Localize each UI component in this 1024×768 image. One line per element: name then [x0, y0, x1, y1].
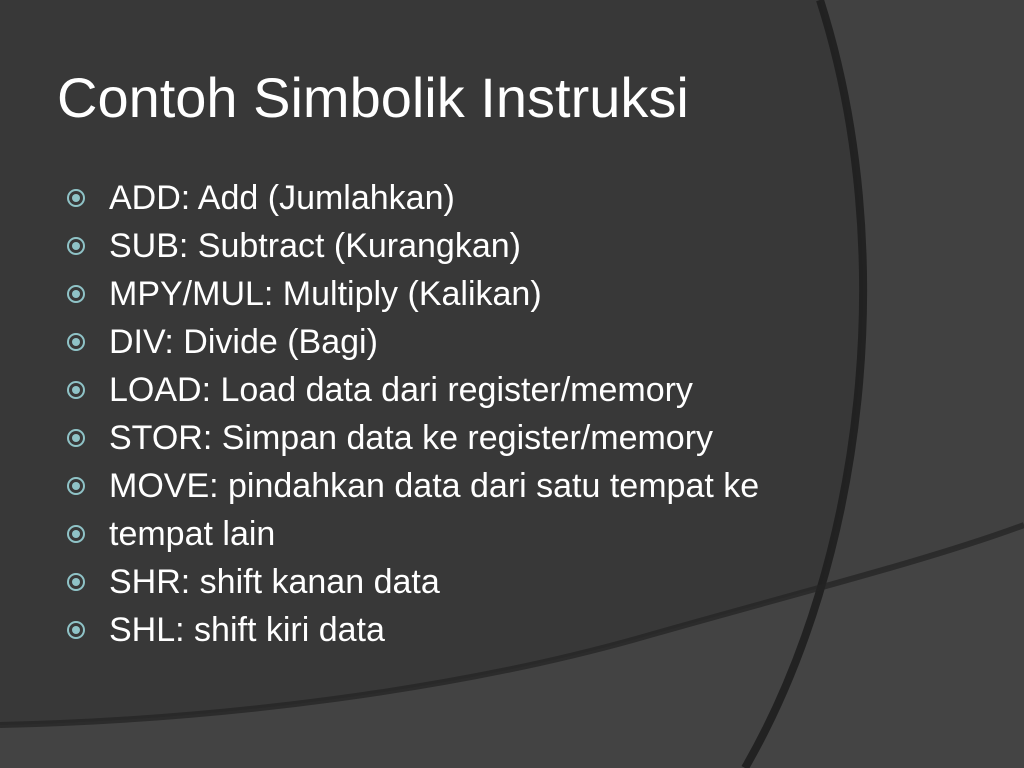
list-item	[64, 270, 944, 318]
list-item	[64, 414, 944, 462]
circled-dot-bullet-icon	[64, 186, 109, 210]
bullet-text: STOR: Simpan data ke register/memory	[109, 419, 714, 457]
bullet-text: SHR: shift kanan data	[109, 563, 440, 601]
bullet-text: DIV: Divide (Bagi)	[109, 323, 378, 361]
circled-dot-bullet-icon	[64, 378, 109, 402]
list-item	[64, 606, 944, 654]
list-item	[64, 222, 944, 270]
circled-dot-bullet-icon	[64, 618, 109, 642]
bullet-text: MPY/MUL: Multiply (Kalikan)	[109, 275, 542, 313]
list-item	[64, 510, 944, 558]
slide-title: Contoh Simbolik Instruksi	[57, 66, 689, 129]
circled-dot-bullet-icon	[64, 522, 109, 546]
bullet-text: LOAD: Load data dari register/memory	[109, 371, 693, 409]
bullet-text: MOVE: pindahkan data dari satu tempat ke	[109, 467, 760, 505]
bullet-text: ADD: Add (Jumlahkan)	[109, 179, 455, 217]
bullet-list	[64, 174, 944, 654]
list-item	[64, 462, 944, 510]
list-item	[64, 174, 944, 222]
circled-dot-bullet-icon	[64, 234, 109, 258]
list-item	[64, 558, 944, 606]
circled-dot-bullet-icon	[64, 330, 109, 354]
bullet-text: SHL: shift kiri data	[109, 611, 385, 649]
circled-dot-bullet-icon	[64, 426, 109, 450]
bullet-text: SUB: Subtract (Kurangkan)	[109, 227, 521, 265]
list-item	[64, 318, 944, 366]
list-item	[64, 366, 944, 414]
circled-dot-bullet-icon	[64, 474, 109, 498]
circled-dot-bullet-icon	[64, 570, 109, 594]
bullet-text: tempat lain	[109, 515, 276, 553]
circled-dot-bullet-icon	[64, 282, 109, 306]
